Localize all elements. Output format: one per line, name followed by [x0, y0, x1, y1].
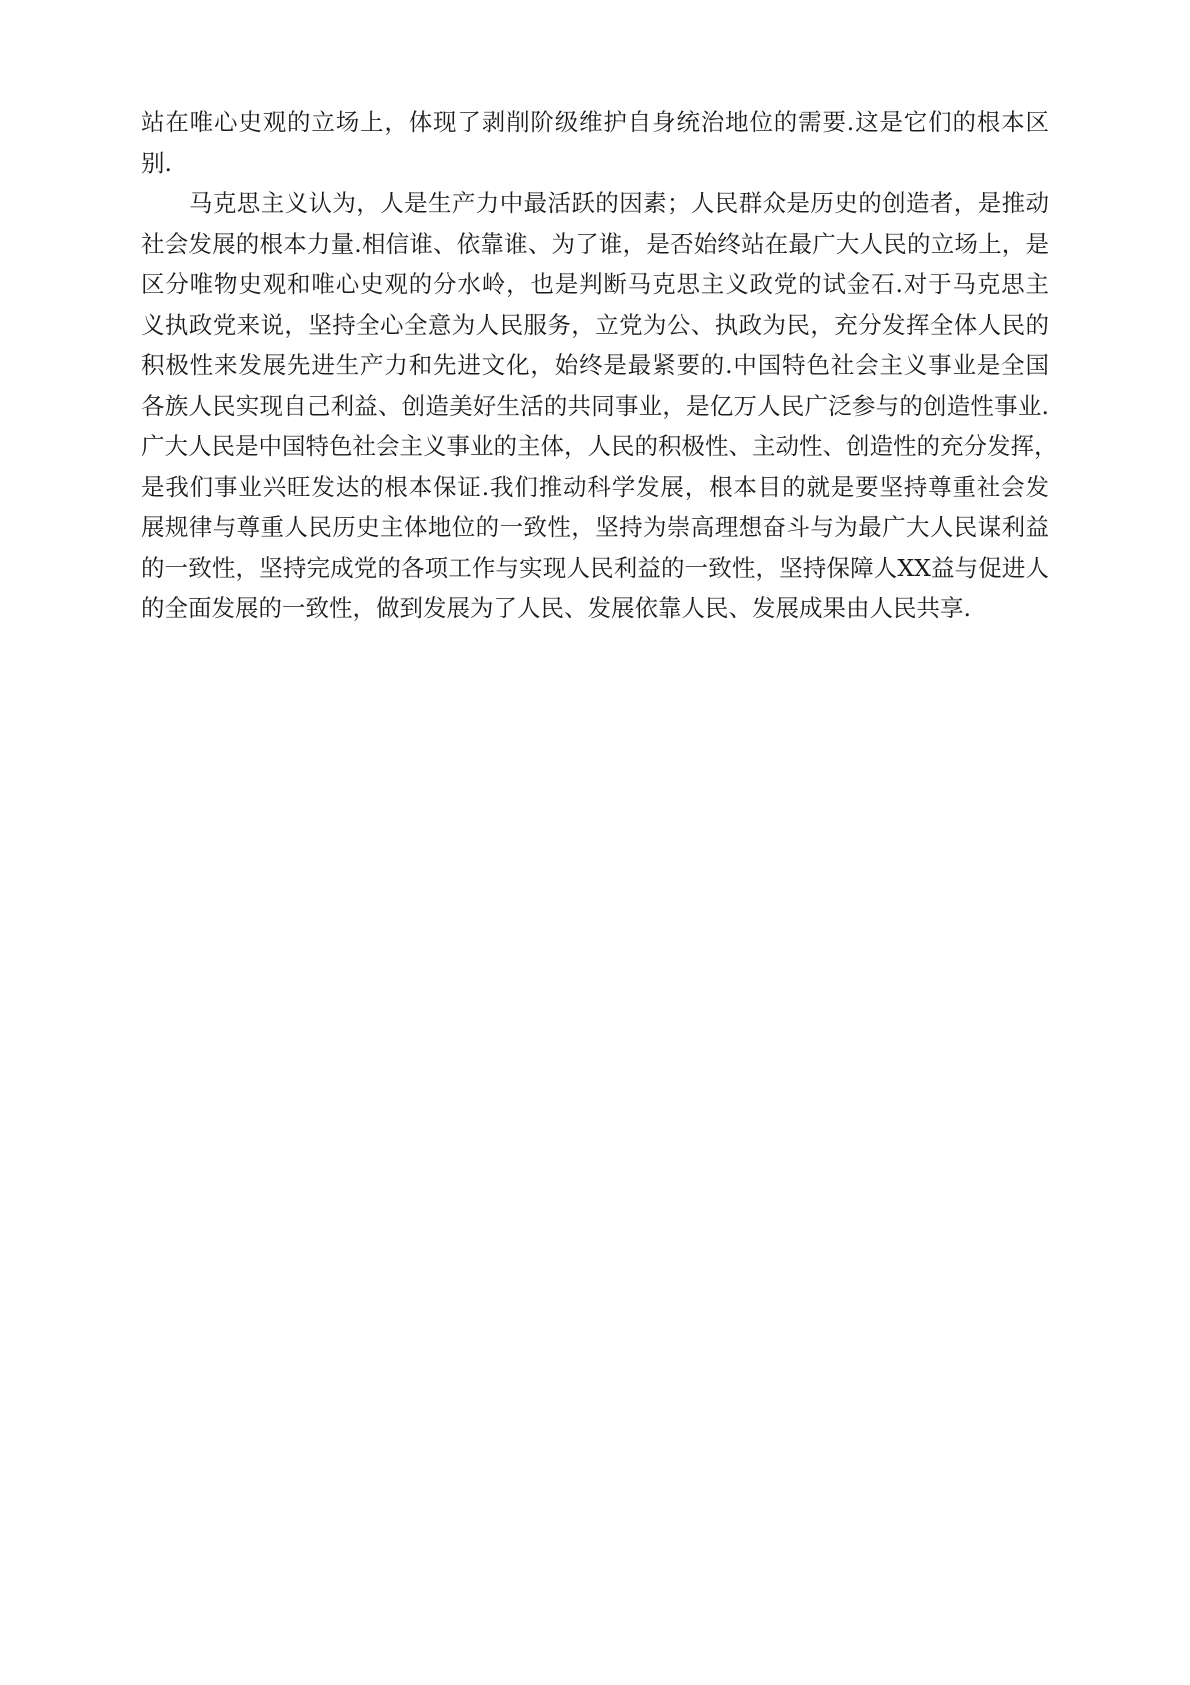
paragraph-line: 别.	[141, 148, 172, 177]
paragraph-line: 的全面发展的一致性，做到发展为了人民、发展依靠人民、发展成果由人民共享.	[141, 594, 971, 622]
document-body	[141, 102, 1058, 629]
paragraph-line: 社会发展的根本力量.相信谁、依靠谁、为了谁，是否始终站在最广大人民的立场上，是	[141, 229, 1049, 258]
paragraph-line: 各族人民实现自己利益、创造美好生活的共同事业，是亿万人民广泛参与的创造性事业.	[141, 391, 1049, 420]
paragraph-2	[141, 183, 1058, 629]
paragraph-line: 展规律与尊重人民历史主体地位的一致性，坚持为崇高理想奋斗与为最广大人民谋利益	[141, 513, 1049, 541]
paragraph-line: 义执政党来说，坚持全心全意为人民服务，立党为公、执政为民，充分发挥全体人民的	[141, 310, 1049, 339]
paragraph-line: 是我们事业兴旺发达的根本保证.我们推动科学发展，根本目的就是要坚持尊重社会发	[141, 472, 1049, 501]
paragraph-line: 区分唯物史观和唯心史观的分水岭，也是判断马克思主义政党的试金石.对于马克思主	[141, 270, 1049, 298]
paragraph-line: 积极性来发展先进生产力和先进文化，始终是最紧要的.中国特色社会主义事业是全国	[141, 351, 1049, 379]
paragraph-line: 的一致性，坚持完成党的各项工作与实现人民利益的一致性，坚持保障人XX益与促进人	[141, 553, 1049, 582]
paragraph-line: 马克思主义认为，人是生产力中最活跃的因素；人民群众是历史的创造者，是推动	[189, 189, 1049, 217]
paragraph-line: 广大人民是中国特色社会主义事业的主体，人民的积极性、主动性、创造性的充分发挥，	[141, 432, 1058, 460]
paragraph-1	[141, 102, 1049, 183]
paragraph-line: 站在唯心史观的立场上，体现了剥削阶级维护自身统治地位的需要.这是它们的根本区	[141, 108, 1049, 136]
